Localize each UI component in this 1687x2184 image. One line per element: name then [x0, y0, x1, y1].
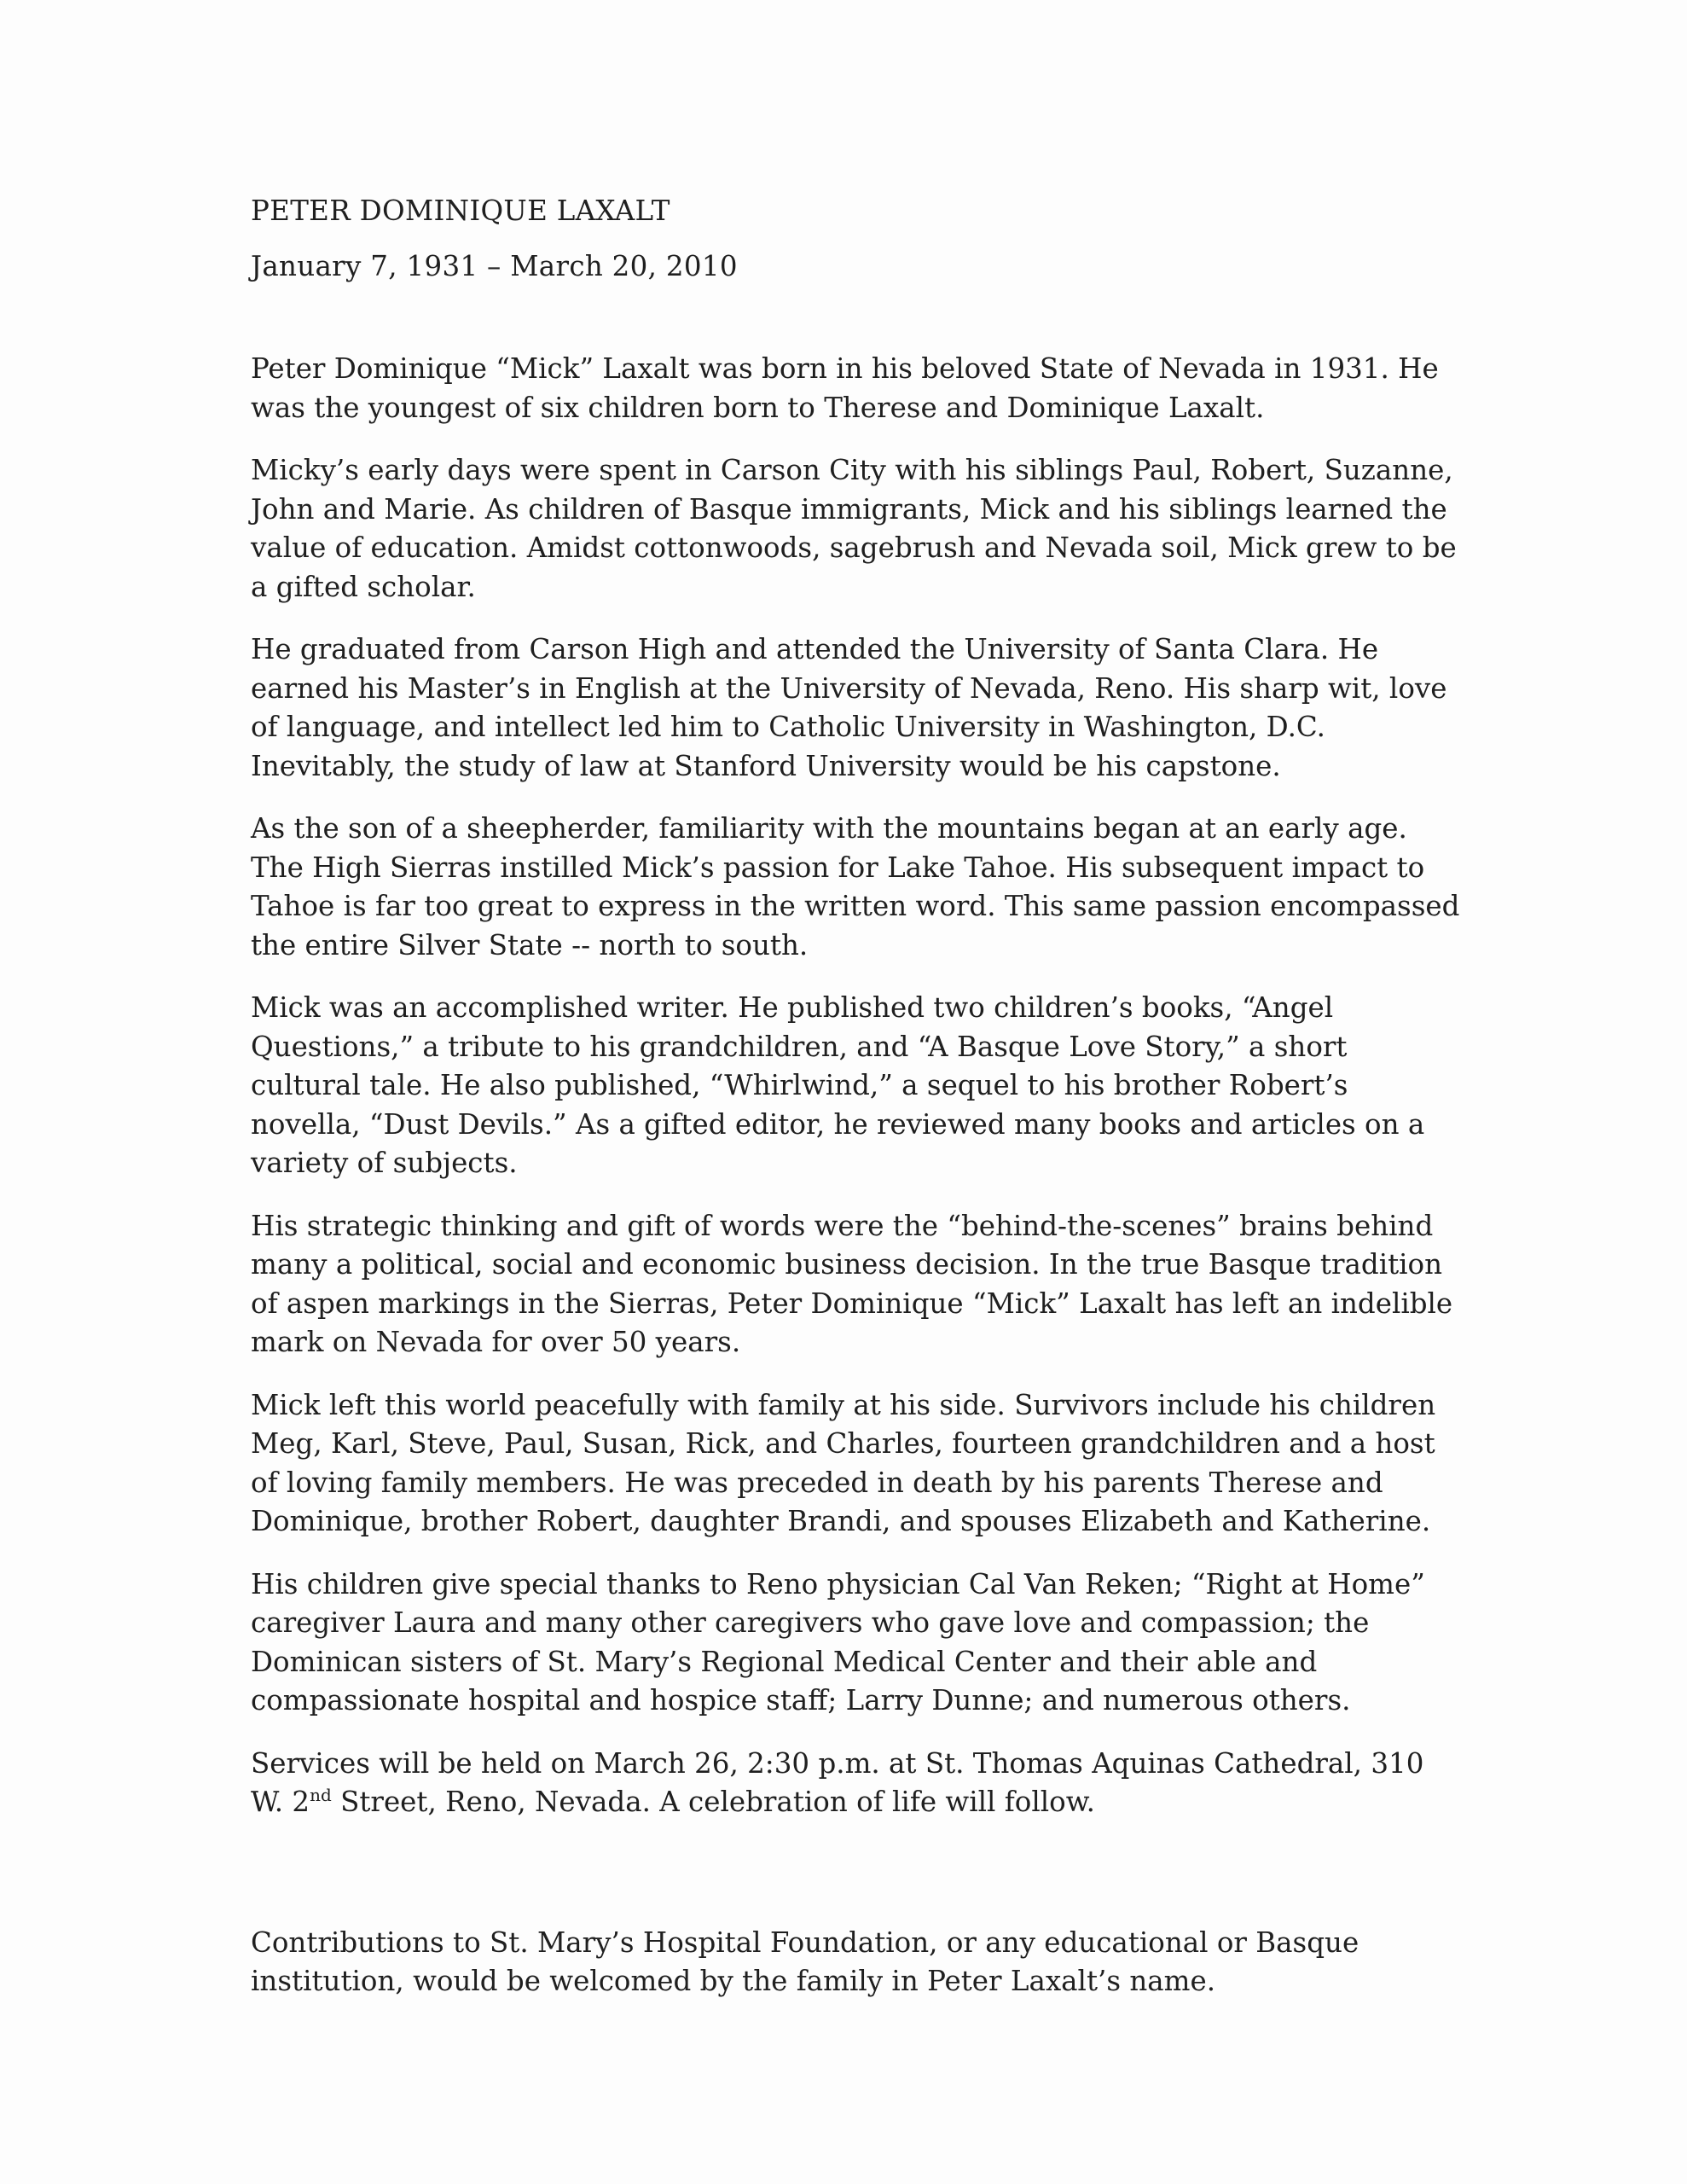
services-text-start: Services will be held on March 26, 2:30 p.m. at St. Thomas Aquinas Cathedral, 310 W. 2: [251, 1746, 1424, 1818]
paragraph-tahoe: As the son of a sheepherder, familiarity with the mountains began at an early age. The High Sierras instilled Mick’s passion for Lake Tahoe. His subsequent impact to Tahoe is far too great to express in the written word. This same passion encompassed the entire Silver State -- north to south.: [251, 812, 1460, 961]
paragraph-writer: Mick was an accomplished writer. He published two children’s books, “Angel Questions,” a tribute to his grandchildren, and “A Basque Love Story,” a short cultural tale. He also published, “Whirlwind,” a sequel to his brother Robert’s novella, “Dust Devils.” As a gifted editor, he reviewed many books and articles on a variety of subjects.: [251, 991, 1425, 1179]
paragraph-contributions: Contributions to St. Mary’s Hospital Foundation, or any educational or Basque institution, would be welcomed by the family in Peter Laxalt’s name.: [251, 1926, 1359, 1997]
paragraph-birth: Peter Dominique “Mick” Laxalt was born in his beloved State of Nevada in 1931. He was the youngest of six children born to Therese and Dominique Laxalt.: [251, 352, 1439, 424]
paragraph-thanks: His children give special thanks to Reno physician Cal Van Reken; “Right at Home” caregiver Laura and many other caregivers who gave love and compassion; the Dominican sisters of St. Mary’s Regional Medical Center and their able and compassionate hospital and hospice staff; Larry Dunne; and numerous others.: [251, 1567, 1425, 1716]
paragraph-services: [251, 1745, 1462, 1822]
paragraph-education: He graduated from Carson High and attended the University of Santa Clara. He earned his Master’s in English at the University of Nevada, Reno. His sharp wit, love of language, and intellect led him to Catholic University in Washington, D.C. Inevitably, the study of law at Stanford University would be his capstone.: [251, 633, 1447, 782]
services-text-end: Street, Reno, Nevada. A celebration of life will follow.: [331, 1786, 1095, 1818]
life-dates: January 7, 1931 – March 20, 2010: [251, 249, 738, 282]
paragraph-survivors: Mick left this world peacefully with family at his side. Survivors include his children Meg, Karl, Steve, Paul, Susan, Rick, and Charles, fourteen grandchildren and a host of loving family members. He was preceded in death by his parents Therese and Dominique, brother Robert, daughter Brandi, and spouses Elizabeth and Katherine.: [251, 1388, 1436, 1537]
obituary-text: [251, 192, 1462, 2025]
document-title: PETER DOMINIQUE LAXALT: [251, 195, 670, 227]
paragraph-early-days: Micky’s early days were spent in Carson City with his siblings Paul, Robert, Suzanne, John and Marie. As children of Basque immigrants, Mick and his siblings learned the value of education. Amidst cottonwoods, sagebrush and Nevada soil, Mick grew to be a gifted scholar.: [251, 454, 1457, 603]
services-superscript: nd: [310, 1785, 332, 1806]
paragraph-legacy: His strategic thinking and gift of words were the “behind-the-scenes” brains behind many a political, social and economic business decision. In the true Basque tradition of aspen markings in the Sierras, Peter Dominique “Mick” Laxalt has left an indelible mark on Nevada for over 50 years.: [251, 1209, 1453, 1358]
